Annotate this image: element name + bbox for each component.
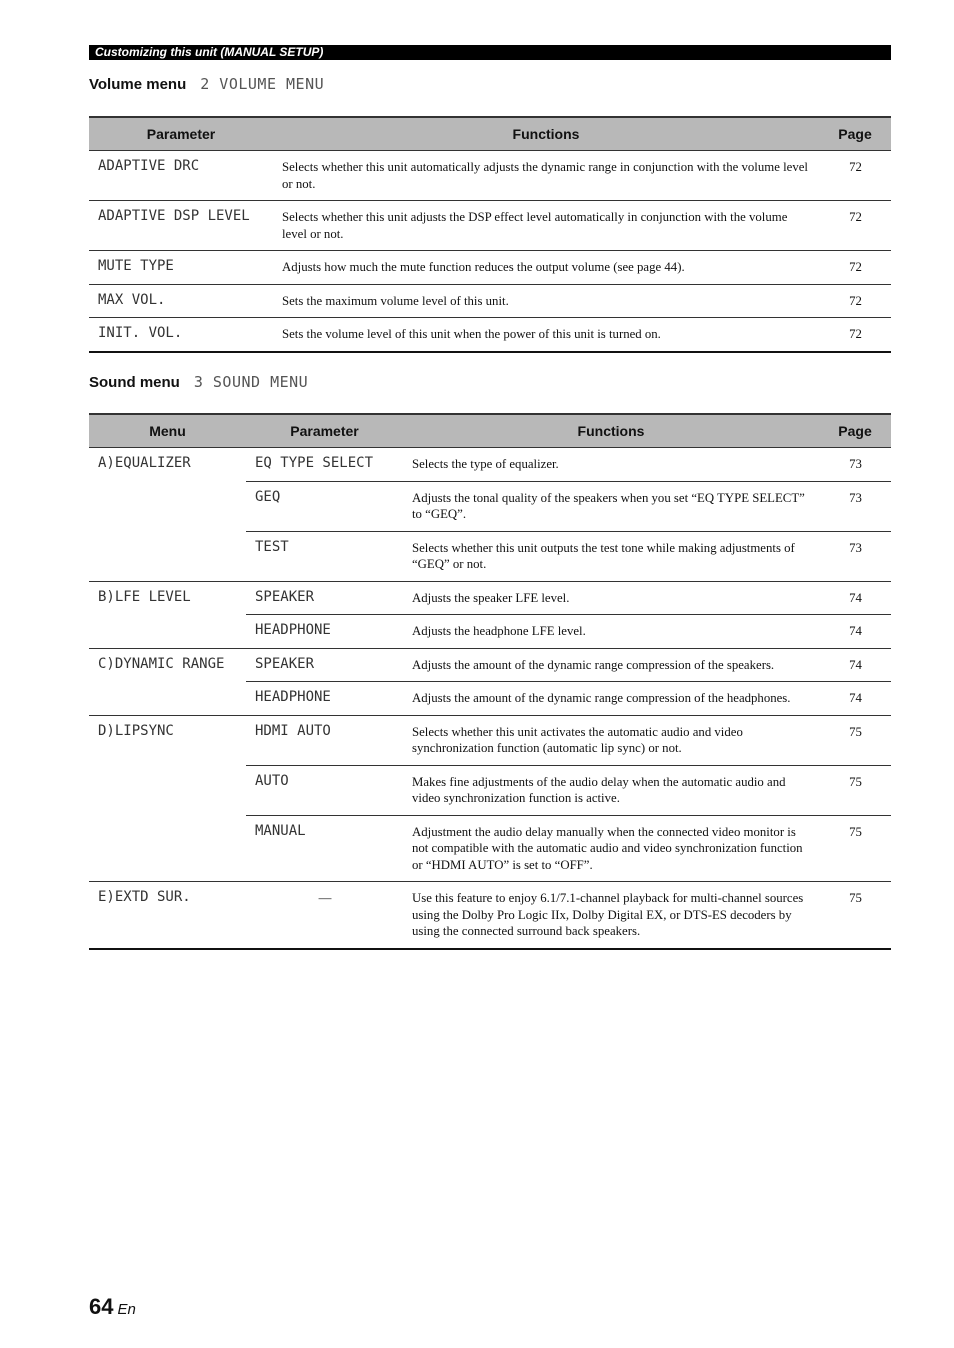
page-cell: 73: [819, 481, 891, 531]
col-header-page: Page: [819, 414, 891, 448]
function-cell: Adjusts the headphone LFE level.: [403, 615, 819, 649]
table-row: [89, 882, 891, 949]
page-cell: 74: [819, 648, 891, 682]
table-row: [89, 251, 891, 285]
page-cell: 75: [819, 815, 891, 882]
page-cell: 72: [819, 284, 891, 318]
function-cell: Sets the volume level of this unit when the power of this unit is turned on.: [273, 318, 819, 352]
parameter-cell: MAX VOL.: [89, 284, 273, 318]
table-row: [89, 318, 891, 352]
volume-menu-title: [89, 75, 324, 93]
menu-cell: A)EQUALIZER: [89, 448, 246, 582]
table-row: [89, 648, 891, 682]
function-cell: Adjusts the amount of the dynamic range compression of the headphones.: [403, 682, 819, 716]
col-header-menu: Menu: [89, 414, 246, 448]
page-cell: 72: [819, 251, 891, 285]
page-cell: 73: [819, 448, 891, 482]
section-header-bar: Customizing this unit (MANUAL SETUP): [89, 45, 891, 60]
table-row: [89, 715, 891, 765]
parameter-cell: —: [246, 882, 403, 949]
function-cell: Sets the maximum volume level of this unit.: [273, 284, 819, 318]
function-cell: Selects whether this unit automatically adjusts the dynamic range in conjunction with the volume level or not.: [273, 151, 819, 201]
page-cell: 74: [819, 581, 891, 615]
page-cell: 74: [819, 615, 891, 649]
page-cell: 72: [819, 318, 891, 352]
menu-cell: E)EXTD SUR.: [89, 882, 246, 949]
function-cell: Use this feature to enjoy 6.1/7.1-channel playback for multi-channel sources using the Dolby Pro Logic IIx, Dolby Digital EX, or DTS-ES decoders by using the connected surround back speakers.: [403, 882, 819, 949]
sound-menu-heading: Sound menu: [89, 374, 180, 391]
function-cell: Adjusts the amount of the dynamic range compression of the speakers.: [403, 648, 819, 682]
sound-menu-table: [89, 413, 891, 950]
function-cell: Selects whether this unit activates the automatic audio and video synchronization function (automatic lip sync) or not.: [403, 715, 819, 765]
page-cell: 72: [819, 201, 891, 251]
parameter-cell: ADAPTIVE DSP LEVEL: [89, 201, 273, 251]
volume-menu-table: [89, 116, 891, 353]
function-cell: Selects whether this unit outputs the test tone while making adjustments of “GEQ” or not.: [403, 531, 819, 581]
parameter-cell: TEST: [246, 531, 403, 581]
parameter-cell: HDMI AUTO: [246, 715, 403, 765]
col-header-functions: Functions: [403, 414, 819, 448]
parameter-cell: MUTE TYPE: [89, 251, 273, 285]
function-cell: Adjustment the audio delay manually when the connected video monitor is not compatible with the automatic audio and video synchronization function or “HDMI AUTO” is set to “OFF”.: [403, 815, 819, 882]
menu-cell: C)DYNAMIC RANGE: [89, 648, 246, 715]
parameter-cell: EQ TYPE SELECT: [246, 448, 403, 482]
page-cell: 75: [819, 765, 891, 815]
page-cell: 74: [819, 682, 891, 716]
page-cell: 72: [819, 151, 891, 201]
menu-cell: D)LIPSYNC: [89, 715, 246, 882]
page-number-value: 64: [89, 1294, 114, 1319]
parameter-cell: AUTO: [246, 765, 403, 815]
parameter-cell: ADAPTIVE DRC: [89, 151, 273, 201]
page-cell: 75: [819, 882, 891, 949]
volume-menu-heading: Volume menu: [89, 76, 187, 93]
menu-cell: B)LFE LEVEL: [89, 581, 246, 648]
function-cell: Adjusts the tonal quality of the speakers when you set “EQ TYPE SELECT” to “GEQ”.: [403, 481, 819, 531]
parameter-cell: HEADPHONE: [246, 682, 403, 716]
parameter-cell: SPEAKER: [246, 648, 403, 682]
parameter-cell: INIT. VOL.: [89, 318, 273, 352]
col-header-page: Page: [819, 117, 891, 151]
page-cell: 73: [819, 531, 891, 581]
function-cell: Selects the type of equalizer.: [403, 448, 819, 482]
page-number: [89, 1294, 136, 1320]
function-cell: Adjusts the speaker LFE level.: [403, 581, 819, 615]
parameter-cell: GEQ: [246, 481, 403, 531]
table-row: [89, 448, 891, 482]
parameter-cell: HEADPHONE: [246, 615, 403, 649]
table-row: [89, 284, 891, 318]
col-header-parameter: Parameter: [89, 117, 273, 151]
sound-menu-title: [89, 373, 308, 391]
table-row: [89, 581, 891, 615]
function-cell: Selects whether this unit adjusts the DSP effect level automatically in conjunction with the volume level or not.: [273, 201, 819, 251]
function-cell: Makes fine adjustments of the audio delay when the automatic audio and video synchronization function is active.: [403, 765, 819, 815]
page-language: En: [117, 1301, 136, 1318]
parameter-cell: MANUAL: [246, 815, 403, 882]
col-header-functions: Functions: [273, 117, 819, 151]
table-row: [89, 151, 891, 201]
page-cell: 75: [819, 715, 891, 765]
table-row: [89, 201, 891, 251]
function-cell: Adjusts how much the mute function reduces the output volume (see page 44).: [273, 251, 819, 285]
parameter-cell: SPEAKER: [246, 581, 403, 615]
volume-menu-code: 2 VOLUME MENU: [200, 75, 325, 93]
col-header-parameter: Parameter: [246, 414, 403, 448]
sound-menu-code: 3 SOUND MENU: [193, 373, 309, 391]
